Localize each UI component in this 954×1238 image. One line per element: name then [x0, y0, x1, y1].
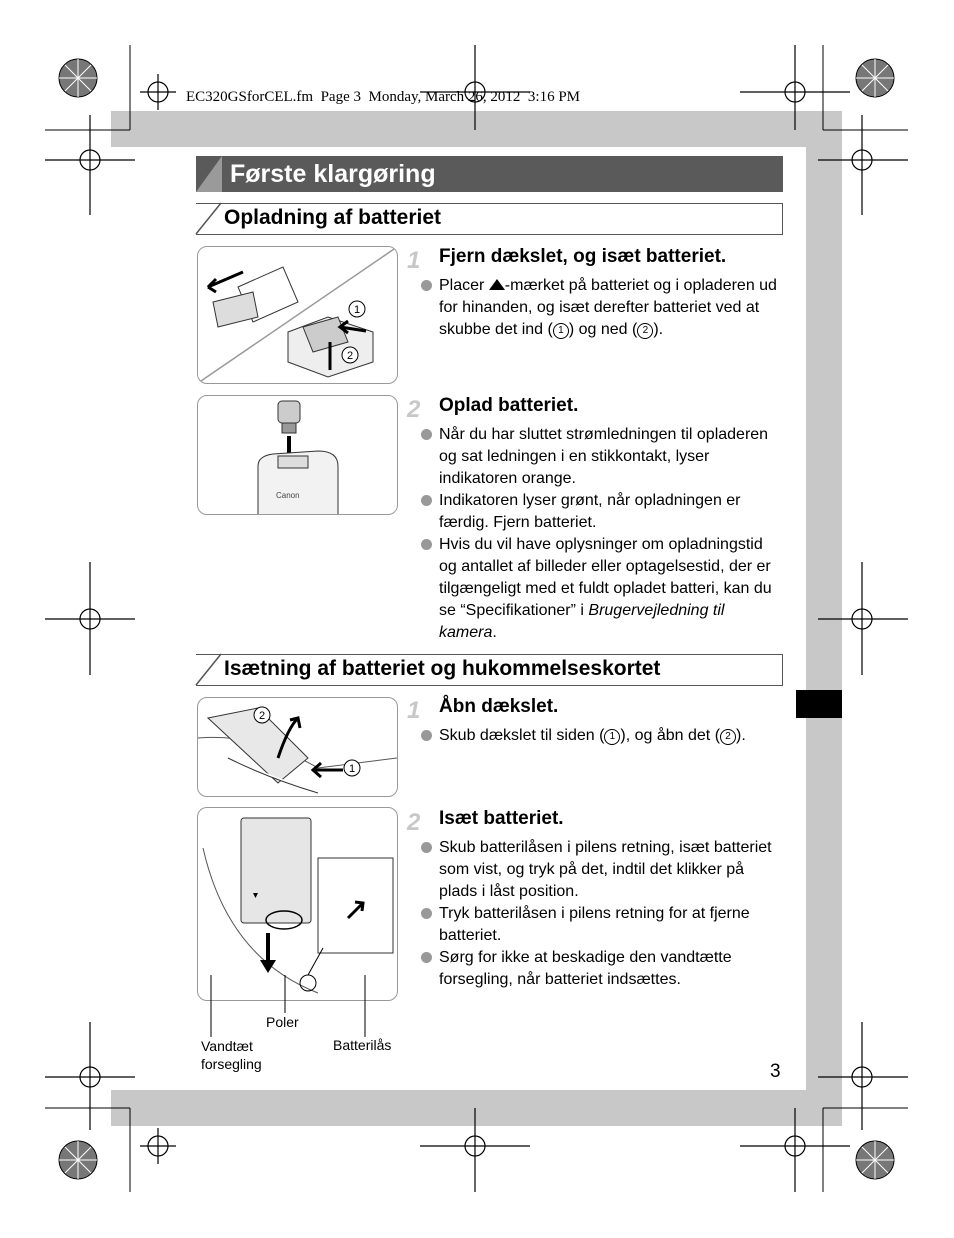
page-title: Første klargøring: [230, 160, 436, 188]
bullet-text: Placer: [439, 277, 489, 294]
bullet-text: .: [492, 624, 497, 641]
page-number: 3: [770, 1061, 781, 1082]
plug-drawing: [198, 396, 397, 514]
triangle-mark-icon: [489, 279, 505, 290]
battery-drawing: [198, 808, 397, 1000]
step-number: 1: [407, 247, 421, 274]
label-batterilas: Batterilås: [333, 1037, 392, 1053]
step-number: 2: [407, 809, 421, 836]
step-instructions: [421, 424, 783, 644]
file-header: EC320GSforCEL.fm Page 3 Monday, March 26, 2012 3:16 PM: [186, 89, 580, 105]
bullet-text: ) og ned (: [568, 321, 638, 338]
bullet-text: Hvis du vil have oplysninger om opladningstid og antallet af billeder eller optagelsestid, der er tilgængeligt med et fuldt opladet batteri, kan du se “Specifikationer” i: [439, 536, 772, 619]
bullet-item: Når du har sluttet strømledningen til opladeren og sat ledningen i en stikkontakt, lyser indikatoren orange.: [421, 424, 783, 490]
bullet-item: Indikatoren lyser grønt, når opladningen er færdig. Fjern batteriet.: [421, 490, 783, 534]
bullet-text: Skub dækslet til siden (: [439, 727, 605, 744]
bullet-item: [421, 275, 783, 341]
heading-slant-icon: [195, 202, 223, 235]
title-corner-icon: [196, 156, 222, 192]
section-heading-charging: [196, 203, 783, 235]
bullet-item: Sørg for ikke at beskadige den vandtætte forsegling, når batteriet indsættes.: [421, 947, 783, 991]
label-poler: Poler: [266, 1014, 299, 1030]
bullet-item: [421, 725, 783, 747]
manual-title: Brugervejledning til kamera: [439, 602, 725, 641]
circled-number-1: 1: [604, 729, 620, 745]
bullet-text: ).: [736, 727, 746, 744]
section-heading-battery-card: [196, 654, 783, 686]
step-title: Åbn dækslet.: [439, 696, 559, 717]
heading-slant-icon: [195, 653, 223, 686]
bullet-item: [421, 534, 783, 644]
bullet-text: -mærket på batteriet og i opladeren ud for hinanden, og isæt derefter batteriet ved at skubbe det ind (: [439, 277, 777, 338]
step-instructions: [421, 275, 783, 341]
charger-plug-illustration: [197, 395, 398, 515]
circled-number-2: 2: [720, 729, 736, 745]
circled-number-2: 2: [637, 323, 653, 339]
section-title: Isætning af batteriet og hukommelseskortet: [224, 657, 661, 680]
step-title: Oplad batteriet.: [439, 395, 579, 416]
step-title: Fjern dækslet, og isæt batteriet.: [439, 246, 727, 267]
step-number: 1: [407, 697, 421, 724]
callout-lines: [197, 975, 397, 1045]
open-cover-illustration: [197, 697, 398, 797]
bullet-text: ).: [653, 321, 664, 338]
step-instructions: [421, 837, 783, 991]
step-instructions: [421, 725, 783, 747]
bullet-item: Skub batterilåsen i pilens retning, isæt batteriet som vist, og tryk på det, indtil det klikker på plads i låst position.: [421, 837, 783, 903]
circled-1-label: 1: [349, 763, 356, 775]
brand-text-graphic: Canon: [276, 491, 300, 500]
charger-battery-illustration: [197, 246, 398, 384]
circled-number-1: 1: [553, 323, 569, 339]
step-title: Isæt batteriet.: [439, 808, 564, 829]
circled-1-label: 1: [354, 304, 361, 316]
page-title-bar: [196, 156, 783, 192]
section-title: Opladning af batteriet: [224, 206, 442, 229]
label-vandtaet-forsegling: Vandtæt forsegling: [201, 1038, 262, 1072]
charger-drawing: [198, 247, 397, 383]
circled-2-label: 2: [259, 710, 266, 722]
circled-2-label: 2: [347, 350, 354, 362]
cover-drawing: [198, 698, 397, 796]
bullet-text: ), og åbn det (: [620, 727, 721, 744]
bullet-item: Tryk batterilåsen i pilens retning for at fjerne batteriet.: [421, 903, 783, 947]
step-number: 2: [407, 396, 421, 423]
insert-battery-illustration: [197, 807, 398, 1001]
